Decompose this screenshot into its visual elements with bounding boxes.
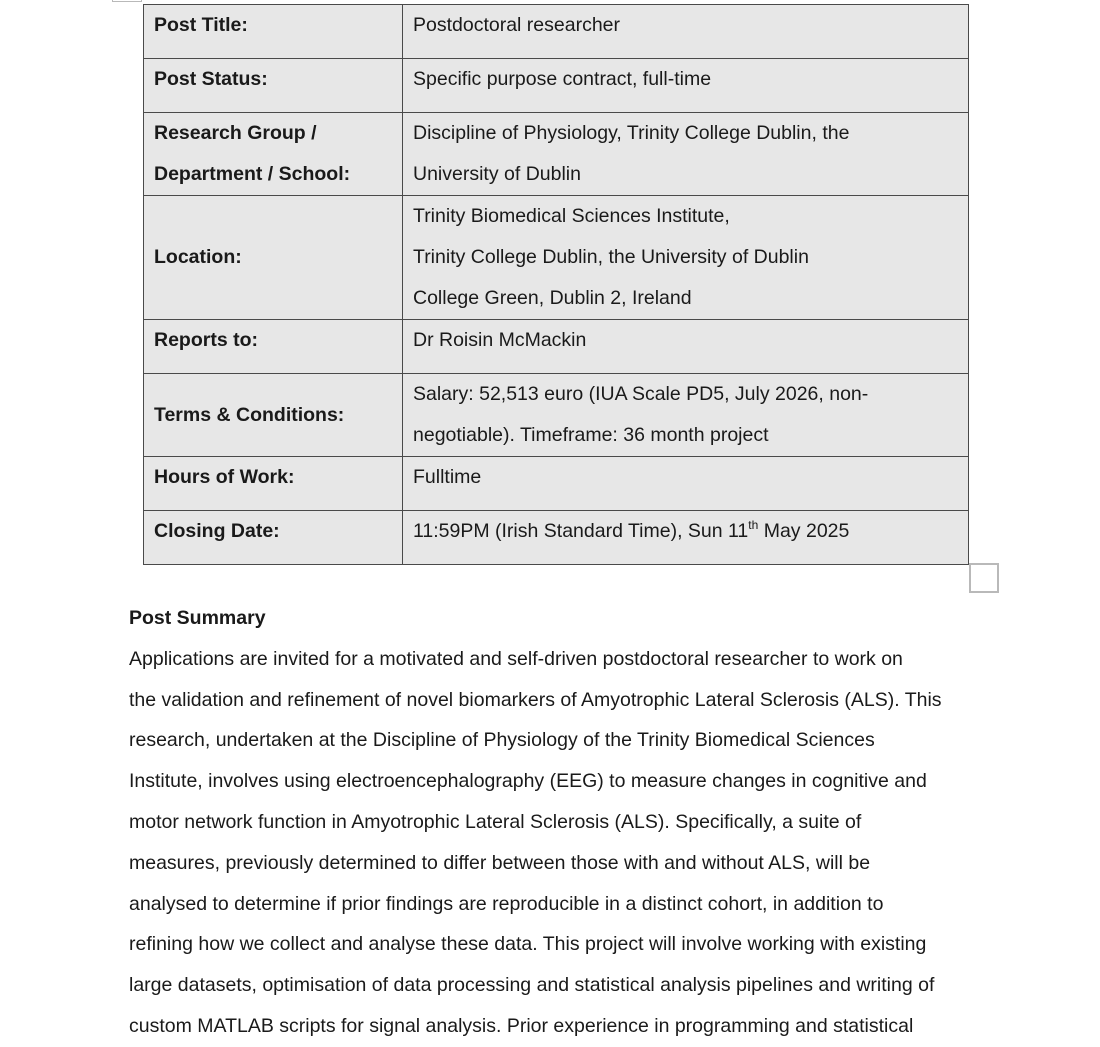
table-row-closing-date <box>144 511 969 565</box>
research-group-value-line: Discipline of Physiology, Trinity College Dublin, the <box>413 122 850 144</box>
closing-date-ordinal: th <box>748 517 759 532</box>
closing-date-value <box>403 511 969 565</box>
research-group-label-line: Research Group / <box>154 122 317 144</box>
hours-value: Fulltime <box>403 457 969 511</box>
table-row-location <box>144 196 969 320</box>
table-move-handle[interactable] <box>112 0 142 2</box>
summary-line: refining how we collect and analyse these data. This project will involve working with existing <box>129 933 927 956</box>
reports-to-label: Reports to: <box>144 320 403 374</box>
location-value <box>403 196 969 320</box>
location-label: Location: <box>144 196 403 320</box>
post-summary-heading: Post Summary <box>129 607 266 629</box>
reports-to-value: Dr Roisin McMackin <box>403 320 969 374</box>
summary-line: research, undertaken at the Discipline of Physiology of the Trinity Biomedical Sciences <box>129 729 875 752</box>
table-row-research-group <box>144 113 969 196</box>
terms-value <box>403 374 969 457</box>
research-group-label-line: Department / School: <box>154 163 351 185</box>
hours-label: Hours of Work: <box>144 457 403 511</box>
location-value-line: College Green, Dublin 2, Ireland <box>413 287 692 309</box>
summary-line: Applications are invited for a motivated and self-driven postdoctoral researcher to work on <box>129 647 903 670</box>
post-title-value: Postdoctoral researcher <box>403 5 969 59</box>
table-resize-handle[interactable] <box>969 563 999 593</box>
post-status-label: Post Status: <box>144 59 403 113</box>
post-title-label: Post Title: <box>144 5 403 59</box>
table-row-terms <box>144 374 969 457</box>
terms-value-line: negotiable). Timeframe: 36 month project <box>413 424 769 446</box>
location-value-line: Trinity College Dublin, the University of Dublin <box>413 246 809 268</box>
summary-line: analysed to determine if prior findings are reproducible in a distinct cohort, in addition to <box>129 892 884 915</box>
table-row-post-status <box>144 59 969 113</box>
summary-line: custom MATLAB scripts for signal analysis. Prior experience in programming and statistical <box>129 1014 914 1037</box>
closing-date-prefix: 11:59PM (Irish Standard Time), Sun 11 <box>413 520 749 542</box>
research-group-label <box>144 113 403 196</box>
post-summary-section <box>129 598 991 1047</box>
summary-line: measures, previously determined to differ between those with and without ALS, will be <box>129 851 871 874</box>
summary-line: motor network function in Amyotrophic Lateral Sclerosis (ALS). Specifically, a suite of <box>129 810 862 833</box>
post-status-value: Specific purpose contract, full-time <box>403 59 969 113</box>
table-row-reports-to <box>144 320 969 374</box>
table-row-hours <box>144 457 969 511</box>
research-group-value <box>403 113 969 196</box>
location-value-line: Trinity Biomedical Sciences Institute, <box>413 205 730 227</box>
table-row-post-title <box>144 5 969 59</box>
summary-line: large datasets, optimisation of data processing and statistical analysis pipelines and writing of <box>129 974 935 997</box>
closing-date-label: Closing Date: <box>144 511 403 565</box>
summary-line: the validation and refinement of novel biomarkers of Amyotrophic Lateral Sclerosis (ALS). This <box>129 688 942 711</box>
terms-label: Terms & Conditions: <box>144 374 403 457</box>
job-details-table <box>143 4 969 565</box>
closing-date-suffix: May 2025 <box>758 520 850 542</box>
terms-value-line: Salary: 52,513 euro (IUA Scale PD5, July 2026, non- <box>413 383 869 405</box>
summary-line: Institute, involves using electroencephalography (EEG) to measure changes in cognitive and <box>129 770 927 793</box>
research-group-value-line: University of Dublin <box>413 163 581 185</box>
